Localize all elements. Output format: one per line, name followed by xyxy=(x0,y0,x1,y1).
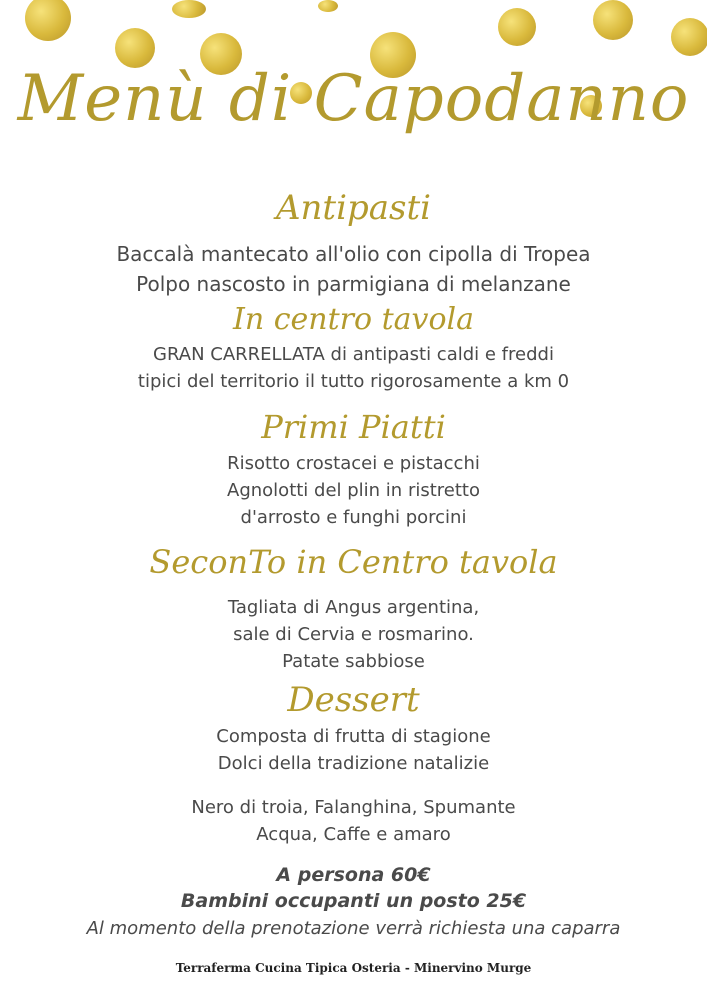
drinks-line-2: Acqua, Caffe e amaro xyxy=(256,824,451,845)
antipasti-heading: Antipasti xyxy=(275,188,431,228)
antipasti-line-1: Baccalà mantecato all'olio con cipolla di Tropea xyxy=(116,242,591,266)
gold-dot xyxy=(25,0,71,41)
gold-dot xyxy=(498,8,536,46)
child-price: Bambini occupanti un posto 25€ xyxy=(180,890,527,912)
secondo-line-1: Tagliata di Angus argentina, xyxy=(227,597,480,618)
dessert-line-2: Dolci della tradizione natalizie xyxy=(217,753,490,774)
primi-line-2: Agnolotti del plin in ristretto xyxy=(227,480,480,501)
secondo-line-3: Patate sabbiose xyxy=(282,651,425,672)
secondo-heading: SeconTo in Centro tavola xyxy=(149,543,558,581)
dessert-heading: Dessert xyxy=(287,680,420,720)
antipasti-line-2: Polpo nascosto in parmigiana di melanzane xyxy=(136,272,571,296)
deposit-note: Al momento della prenotazione verrà richiesta una caparra xyxy=(86,918,621,939)
secondo-line-2: sale di Cervia e rosmarino. xyxy=(233,624,474,645)
primi-line-1: Risotto crostacei e pistacchi xyxy=(227,453,480,474)
gold-dot xyxy=(318,0,338,12)
gold-dot xyxy=(172,0,206,18)
gold-dot xyxy=(593,0,633,40)
menu-title: Menù di Capodanno xyxy=(17,62,690,136)
centro-tavola-line-1: GRAN CARRELLATA di antipasti caldi e freddi xyxy=(153,344,554,365)
primi-piatti-heading: Primi Piatti xyxy=(261,408,446,446)
dessert-line-1: Composta di frutta di stagione xyxy=(216,726,491,747)
centro-tavola-heading: In centro tavola xyxy=(232,302,474,337)
primi-line-3: d'arrosto e funghi porcini xyxy=(240,507,467,528)
gold-dot xyxy=(671,18,707,56)
centro-tavola-line-2: tipici del territorio il tutto rigorosamente a km 0 xyxy=(137,371,570,392)
footer-restaurant-name: Terraferma Cucina Tipica Osteria - Minervino Murge xyxy=(175,961,532,975)
adult-price: A persona 60€ xyxy=(276,864,431,886)
drinks-line-1: Nero di troia, Falanghina, Spumante xyxy=(191,797,516,818)
